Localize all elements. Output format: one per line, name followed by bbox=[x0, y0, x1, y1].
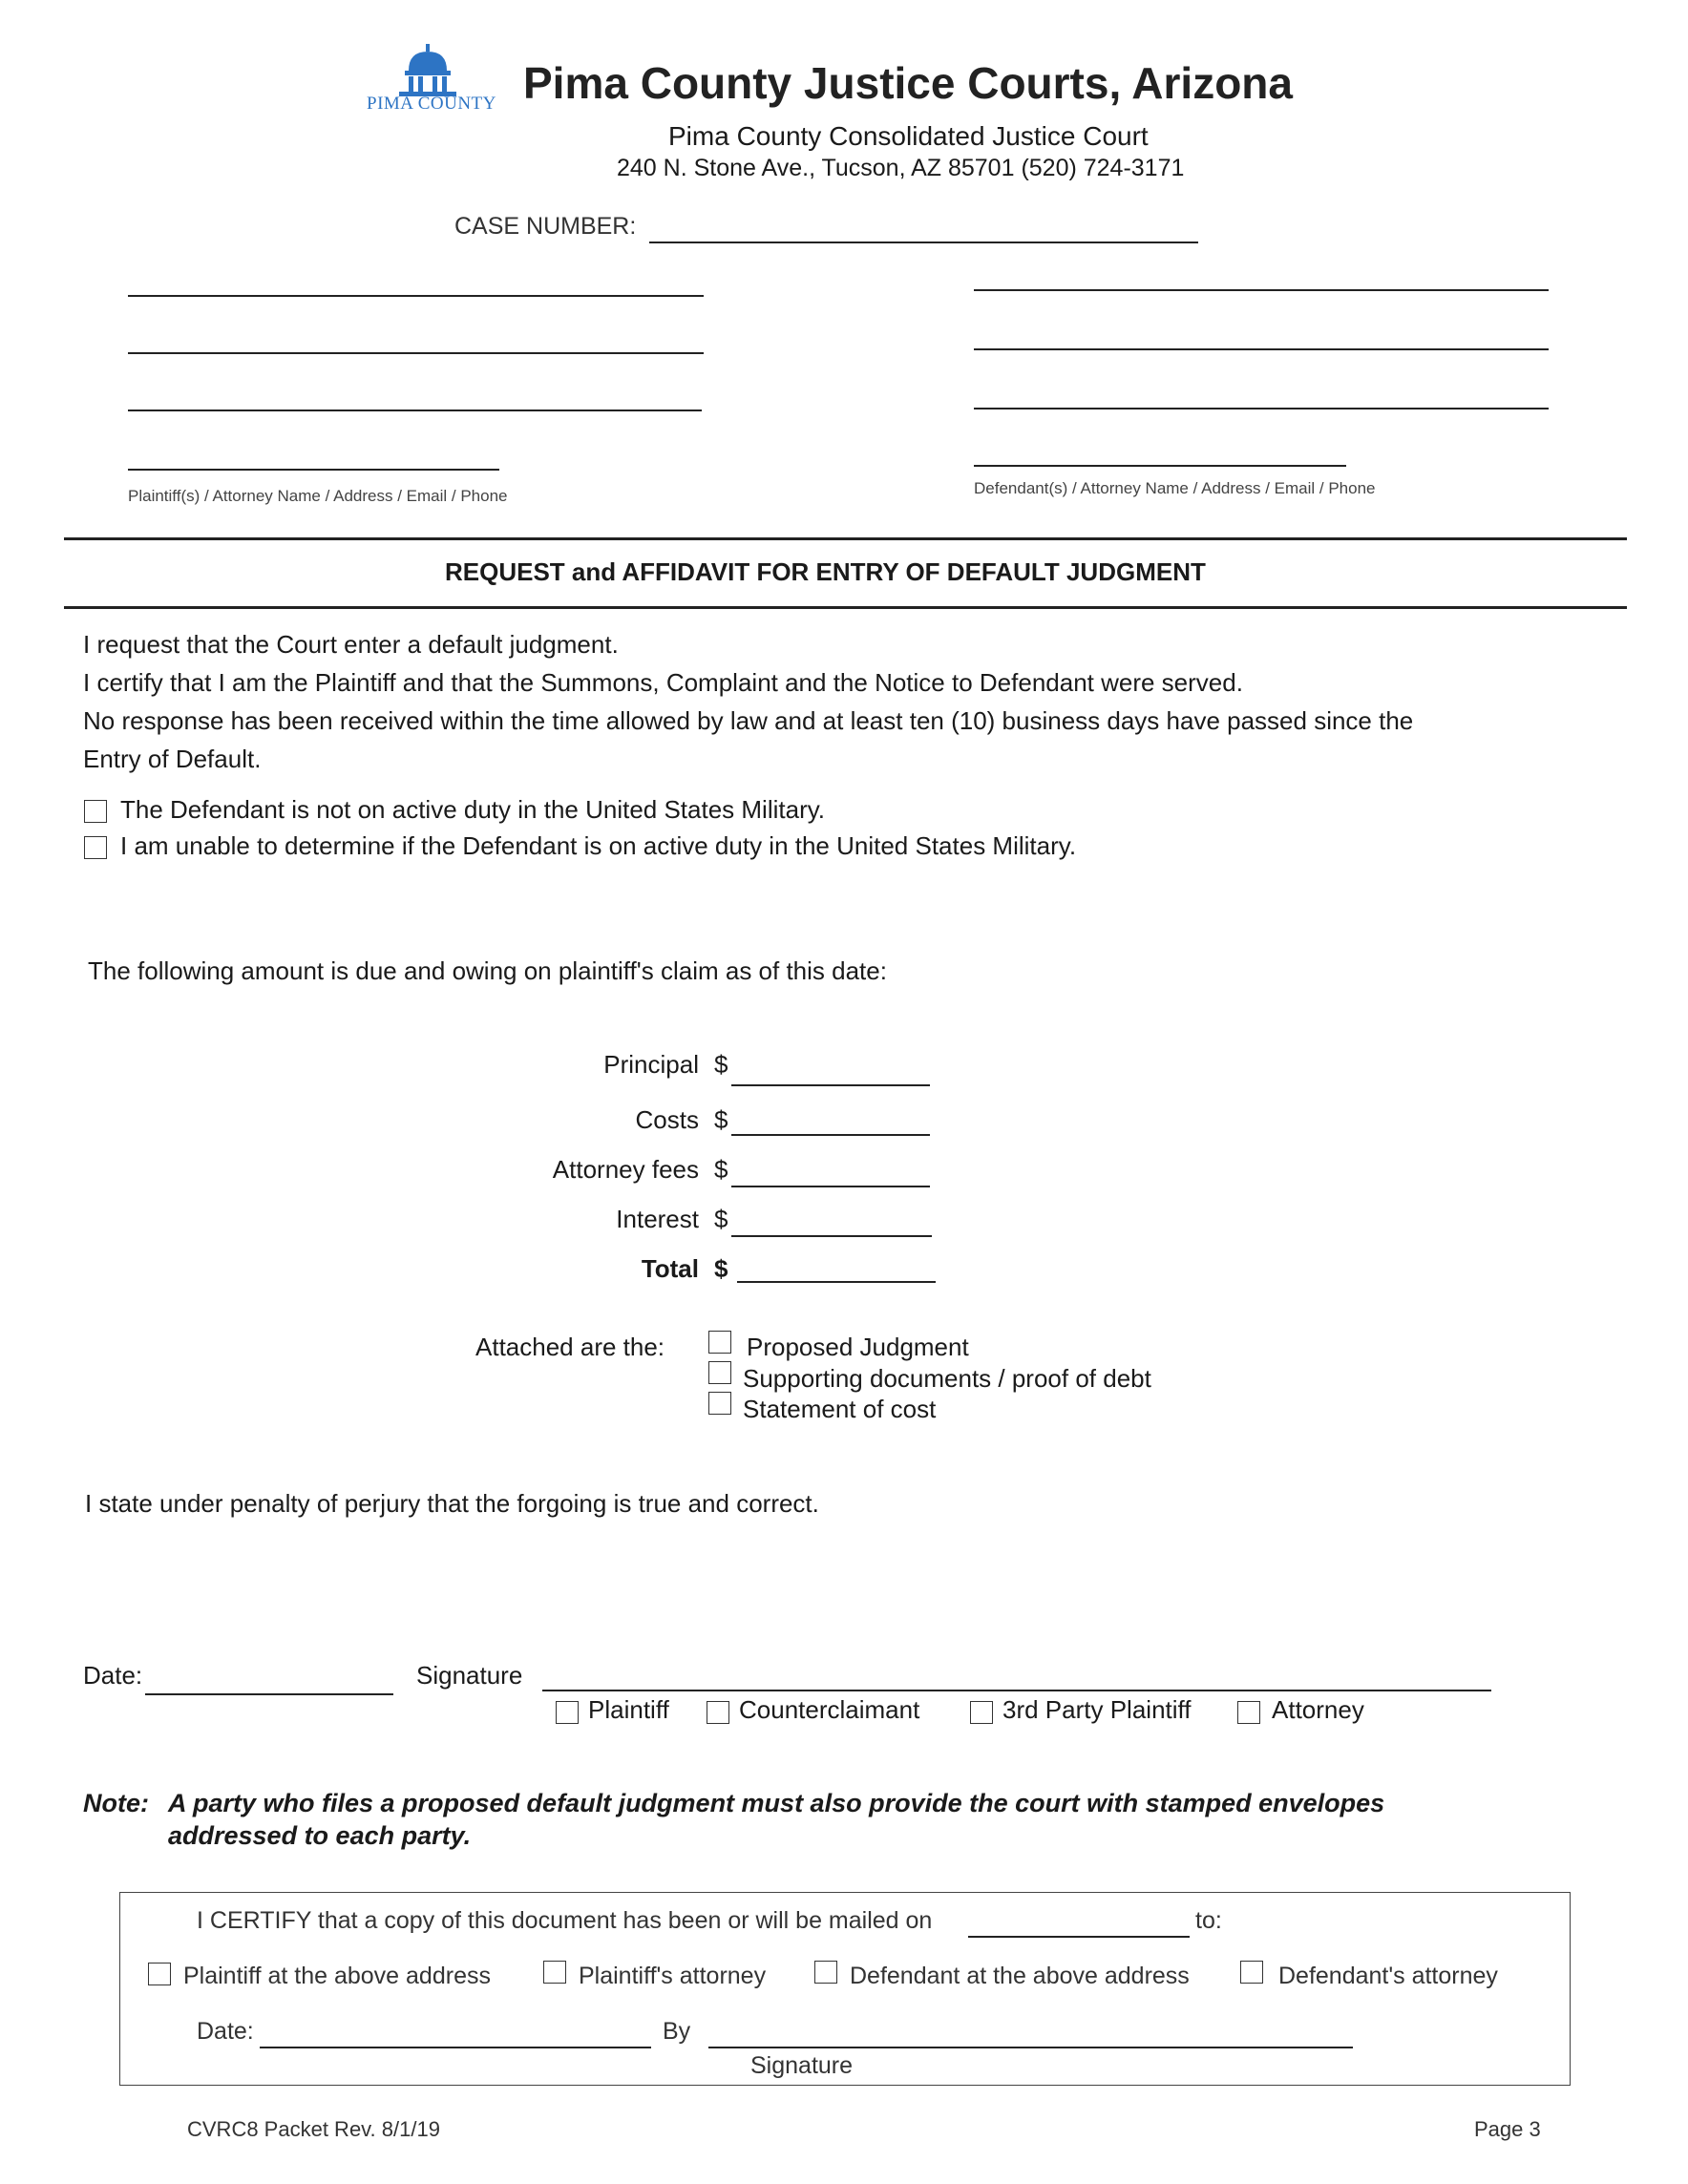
plaintiff-line-1[interactable] bbox=[128, 269, 704, 297]
mailing-date-field[interactable] bbox=[968, 1909, 1190, 1938]
recipient-checkbox-1[interactable] bbox=[148, 1963, 171, 1985]
certify-text: I CERTIFY that a copy of this document has been or will be mailed on bbox=[197, 1907, 933, 1934]
courthouse-dome-icon bbox=[361, 42, 495, 97]
role-label: Counterclaimant bbox=[739, 1695, 920, 1724]
signature-label: Signature bbox=[416, 1661, 523, 1690]
note-line-1: A party who files a proposed default judgment must also provide the court with stamped envelopes bbox=[168, 1789, 1385, 1817]
role-label: 3rd Party Plaintiff bbox=[1002, 1695, 1192, 1724]
date-field[interactable] bbox=[145, 1665, 393, 1695]
statement-3a: No response has been received within the time allowed by law and at least ten (10) business days have passed since the bbox=[83, 706, 1414, 735]
signature-field[interactable] bbox=[542, 1665, 1491, 1691]
currency-symbol: $ bbox=[714, 1205, 728, 1233]
certificate-date-field[interactable] bbox=[260, 2020, 651, 2048]
perjury-statement: I state under penalty of perjury that the forgoing is true and correct. bbox=[85, 1489, 819, 1518]
defendant-line-2[interactable] bbox=[974, 323, 1549, 350]
statement-1: I request that the Court enter a default judgment. bbox=[83, 630, 619, 659]
attachment-checkbox-3[interactable] bbox=[708, 1392, 731, 1415]
logo-text: PIMA COUNTY bbox=[367, 94, 496, 114]
note-label: Note: bbox=[83, 1789, 149, 1817]
attorney-fees-field[interactable] bbox=[731, 1159, 930, 1187]
attachments-label: Attached are the: bbox=[475, 1333, 665, 1361]
recipient-checkbox-2[interactable] bbox=[543, 1961, 566, 1984]
plaintiff-line-2[interactable] bbox=[128, 326, 704, 354]
amount-label: Total bbox=[641, 1254, 699, 1283]
currency-symbol: $ bbox=[714, 1105, 728, 1134]
currency-symbol: $ bbox=[714, 1254, 728, 1283]
note-line-2: addressed to each party. bbox=[168, 1821, 472, 1850]
recipient-label-1: Plaintiff at the above address bbox=[183, 1963, 491, 1989]
plaintiff-caption: Plaintiff(s) / Attorney Name / Address / Email / Phone bbox=[128, 487, 508, 505]
certificate-signature-field[interactable] bbox=[708, 2020, 1353, 2048]
date-label: Date: bbox=[83, 1661, 143, 1690]
revision-label: CVRC8 Packet Rev. 8/1/19 bbox=[187, 2117, 440, 2141]
case-number-label: CASE NUMBER: bbox=[454, 213, 637, 240]
page-title: Pima County Justice Courts, Arizona bbox=[523, 58, 1293, 108]
title-rule-top bbox=[64, 537, 1627, 540]
interest-field[interactable] bbox=[731, 1208, 932, 1237]
role-checkbox-plaintiff[interactable] bbox=[556, 1701, 579, 1724]
currency-symbol: $ bbox=[714, 1050, 728, 1079]
attachment-label-2: Supporting documents / proof of debt bbox=[743, 1364, 1151, 1393]
amount-label: Costs bbox=[635, 1105, 699, 1134]
certify-to: to: bbox=[1195, 1907, 1222, 1934]
military-label-1: The Defendant is not on active duty in the United States Military. bbox=[120, 795, 826, 824]
attachment-label-3: Statement of cost bbox=[743, 1395, 937, 1423]
defendant-caption: Defendant(s) / Attorney Name / Address / Email / Phone bbox=[974, 479, 1376, 497]
attachment-checkbox-2[interactable] bbox=[708, 1361, 731, 1384]
statement-3b: Entry of Default. bbox=[83, 745, 262, 773]
county-logo bbox=[361, 42, 495, 115]
plaintiff-line-3[interactable] bbox=[128, 384, 702, 411]
currency-symbol: $ bbox=[714, 1155, 728, 1184]
total-field[interactable] bbox=[737, 1258, 936, 1283]
certificate-date-label: Date: bbox=[197, 2018, 254, 2045]
court-name: Pima County Consolidated Justice Court bbox=[668, 121, 1149, 151]
recipient-label-3: Defendant at the above address bbox=[850, 1963, 1190, 1989]
principal-field[interactable] bbox=[731, 1054, 930, 1086]
role-label: Attorney bbox=[1272, 1695, 1364, 1724]
recipient-checkbox-3[interactable] bbox=[814, 1961, 837, 1984]
amounts-intro: The following amount is due and owing on plaintiff's claim as of this date: bbox=[88, 956, 887, 985]
certificate-by-label: By bbox=[663, 2018, 691, 2045]
form-title: REQUEST and AFFIDAVIT FOR ENTRY OF DEFAULT JUDGMENT bbox=[445, 557, 1206, 586]
certificate-signature-caption: Signature bbox=[750, 2052, 854, 2079]
role-checkbox-attorney[interactable] bbox=[1237, 1701, 1260, 1724]
attachment-label-1: Proposed Judgment bbox=[747, 1333, 969, 1361]
amount-label: Interest bbox=[616, 1205, 699, 1233]
plaintiff-line-4[interactable] bbox=[128, 443, 499, 471]
recipient-label-2: Plaintiff's attorney bbox=[579, 1963, 767, 1989]
amount-label: Attorney fees bbox=[552, 1155, 699, 1184]
statement-2: I certify that I am the Plaintiff and that the Summons, Complaint and the Notice to Defendant were served. bbox=[83, 668, 1243, 697]
amount-label: Principal bbox=[603, 1050, 699, 1079]
recipient-checkbox-4[interactable] bbox=[1240, 1961, 1263, 1984]
case-number-field[interactable] bbox=[649, 212, 1198, 243]
role-label: Plaintiff bbox=[588, 1695, 669, 1724]
role-checkbox-3rd-party-plaintiff[interactable] bbox=[970, 1701, 993, 1724]
military-checkbox-1[interactable] bbox=[84, 800, 107, 823]
defendant-line-1[interactable] bbox=[974, 263, 1549, 291]
recipient-label-4: Defendant's attorney bbox=[1278, 1963, 1498, 1989]
attachment-checkbox-1[interactable] bbox=[708, 1331, 731, 1354]
defendant-line-4[interactable] bbox=[974, 439, 1346, 467]
military-label-2: I am unable to determine if the Defendant is on active duty in the United States Military. bbox=[120, 831, 1077, 860]
costs-field[interactable] bbox=[731, 1109, 930, 1136]
page-number: Page 3 bbox=[1474, 2117, 1541, 2141]
role-checkbox-counterclaimant[interactable] bbox=[707, 1701, 729, 1724]
court-address: 240 N. Stone Ave., Tucson, AZ 85701 (520) 724-3171 bbox=[617, 155, 1185, 181]
title-rule-bottom bbox=[64, 606, 1627, 609]
military-checkbox-2[interactable] bbox=[84, 836, 107, 859]
defendant-line-3[interactable] bbox=[974, 382, 1549, 410]
